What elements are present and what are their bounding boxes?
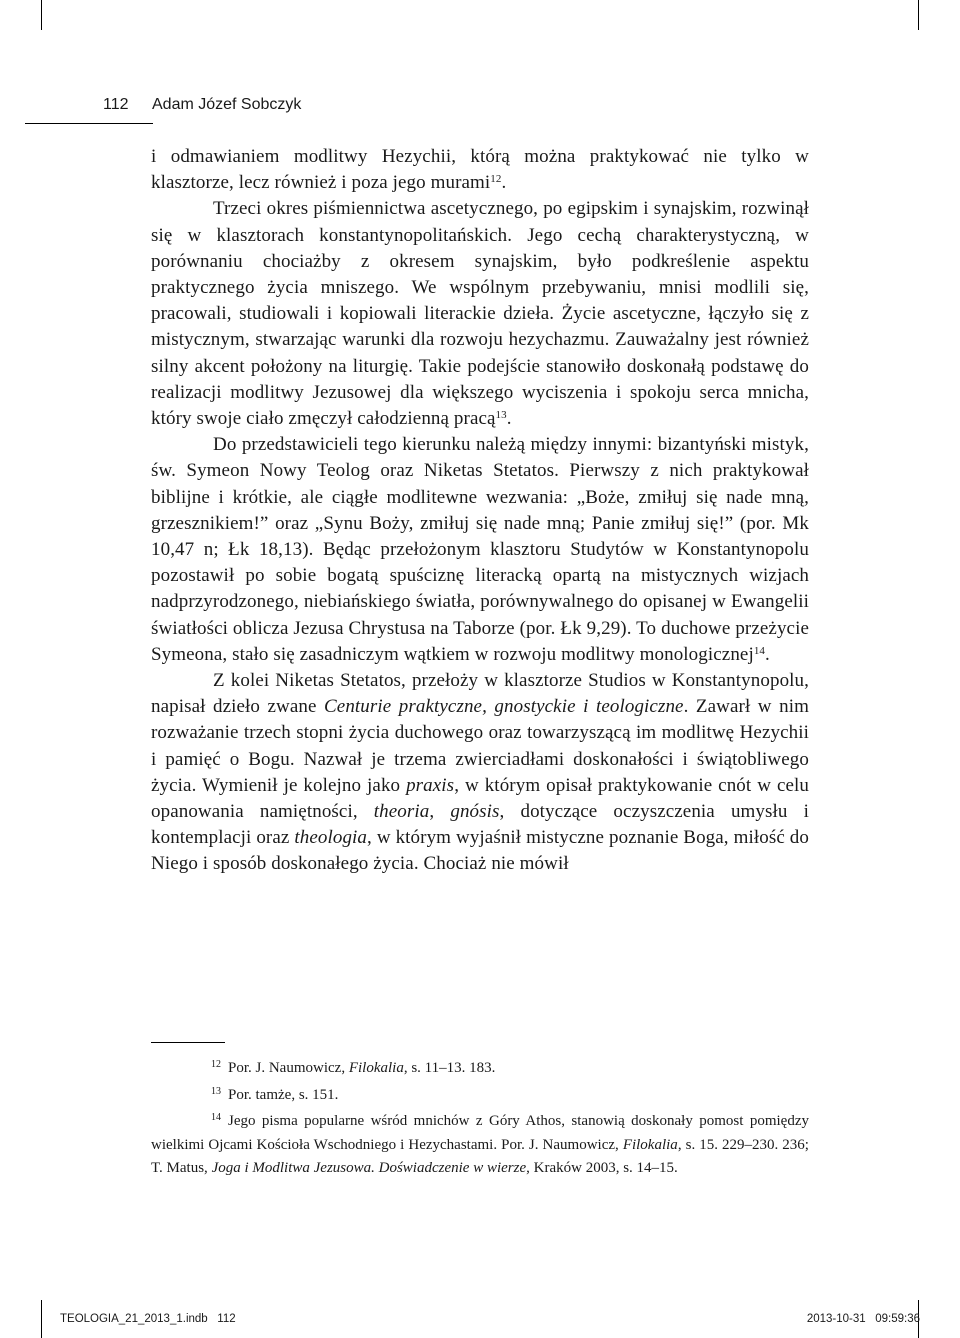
footnote-12: $^{12}$ Por. J. Naumowicz, Filokalia, s. 11–13. 183.: [211, 1059, 496, 1076]
paragraph-2: Trzeci okres piśmiennictwa ascetycznego, po egipskim i synajskim, rozwinął się w klasztorach konstantynopolitańskich. Jego cechą charakterystyczną, w porównaniu chociażby z okresem synajskim, było podkreślenie aspektu praktycznego życia mniszego. We wspólnym przebywaniu, mnisi modlili się, pracowali, studiowali i kopiowali literackie dzieła. Życie ascetyczne, łączyło się z mistycznym, stwarzając warunki dla rozwoju hezychazmu. Zauważalny jest również silny akcent położony na liturgię. Takie podejście stanowiło doskonałą podstawę do realizacji modlitwy Jezusowej dla większego wyciszenia i spokoju serca mnicha, który swoje ciało zmęczył całodzienną pracą$^{13}$.: [151, 198, 809, 430]
footnote-ref-14[interactable]: 14: [753, 644, 766, 657]
paragraph-3: Do przedstawicieli tego kierunku należą między innymi: bizantyński mistyk, św. Symeon Nowy Teolog oraz Niketas Stetatos. Pierwszy z nich praktykował biblijne i krótkie, ale ciągłe modlitewne wezwania: „Boże, zmiłuj się nade mną, grzesznikiem!” oraz „Synu Boży, zmiłuj się nade mną; Panie zmiłuj się!” (por. Mk 10,47 n; Łk 18,13). Będąc przełożonym klasztoru Studytów w Konstantynopolu pozostawił po sobie bogatą spuściznę literacką opartą na mistycznych wizjach nadprzyrodzonego, niebiańskiego światła, porównywalnego do opisanej w Ewangelii światłości oblicza Jezusa Chrystusa na Taborze (por. Łk 9,29). To duchowe przeżycie Symeona, stało się zasadniczym wątkiem w rozwoju modlitwy monologicznej$^{14}$.: [151, 434, 809, 665]
footnote-separator: [151, 1042, 225, 1043]
footnote-13: $^{13}$ Por. tamże, s. 151.: [211, 1085, 339, 1103]
crop-mark-top-right: [918, 0, 919, 30]
paragraph-4: Z kolei Niketas Stetatos, przełoży w klasztorze Studios w Konstantynopolu, napisał dzieło zwane Centurie praktyczne, gnostyckie i teologiczne. Zawarł w nim rozważanie trzech stopni życia duchowego oraz towarzyszącą im modlitwę Hezychii i pamięć o Bogu. Nazwał je trzema zwierciadłami doskonałości i świątobliwego życia. Wymienił je kolejno jako praxis, w którym opisał praktykowanie cnót w celu opanowania namiętności, theoria, gnósis, dotyczące oczyszczenia umysłu i kontemplacji oraz theologia, w którym wyjaśnił mistyczne poznanie Boga, miłość do Niego i sposób doskonałego życia. Chociaż nie mówił: [151, 670, 809, 875]
running-header-author: Adam Józef Sobczyk: [152, 96, 302, 113]
term-gnosis: gnósis: [450, 801, 500, 823]
slug-datetime: 2013-10-31 09:59:36: [806, 1313, 920, 1325]
footnote-ref-13[interactable]: 13: [495, 409, 507, 422]
page-number: 112: [103, 96, 129, 113]
footnote-ref-12[interactable]: 12: [490, 173, 502, 186]
work-title: Centurie praktyczne, gnostyckie i teologiczne: [324, 696, 684, 718]
body-text: [151, 144, 809, 878]
footnote-number: 14: [211, 1112, 221, 1123]
footnotes: [151, 1057, 809, 1184]
slug-filename: TEOLOGIA_21_2013_1.indb 112: [60, 1313, 236, 1325]
footnote-number: 13: [211, 1085, 221, 1097]
term-praxis: praxis: [406, 774, 455, 796]
term-theologia: theologia: [294, 827, 368, 849]
term-theoria: theoria: [373, 801, 430, 823]
paragraph-1: i odmawianiem modlitwy Hezychii, którą można praktykować nie tylko w klasztorze, lecz również i poza jego murami$^{12}$.: [151, 146, 809, 194]
header-rule: [25, 123, 153, 124]
crop-mark-bottom-left: [41, 1300, 42, 1338]
crop-mark-top-left: [41, 0, 42, 30]
footnote-number: 12: [211, 1059, 221, 1070]
footnote-14: $^{14}$ Jego pisma popularne wśród mnichów z Góry Athos, stanowią doskonały pomost pomiędzy wielkimi Ojcami Kościoła Wschodniego i Hezychastami. Por. J. Naumowicz, Filokalia, s. 15. 229–230. 236; T. Matus, Joga i Modlitwa Jezusowa. Doświadczenie w wierze, Kraków 2003, s. 14–15.: [151, 1112, 809, 1176]
